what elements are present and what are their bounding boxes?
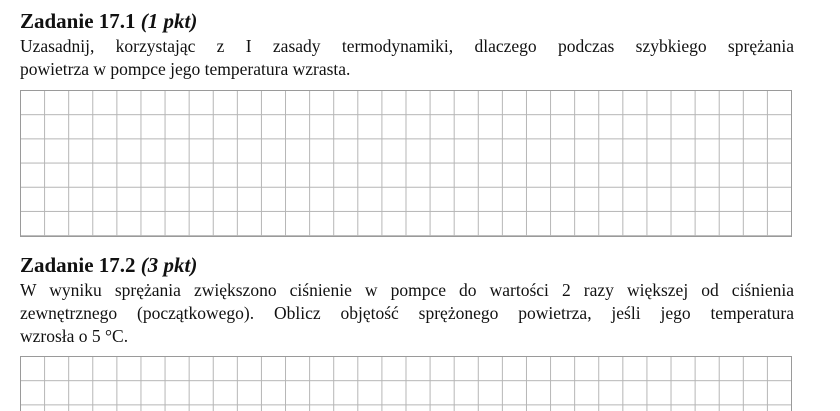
instruction-line: wzrosła o 5 °C. [20,326,129,346]
instruction-line: Uzasadnij, korzystając z I zasady termodynamiki, dlaczego podczas szybkiego sprężania [20,36,794,56]
task-number: Zadanie 17.1 [20,9,136,33]
task-title [20,253,794,277]
instruction-line: zewnętrznego (początkowego). Oblicz objętość sprężonego powietrza, jeśli jego temperatura [20,303,794,323]
task-17-2 [20,253,794,348]
answer-grid[interactable] [20,356,792,411]
answer-grid[interactable] [20,90,792,237]
task-instruction [20,279,794,348]
instruction-line: W wyniku sprężania zwiększono ciśnienie w pompce do wartości 2 razy większej od ciśnienia [20,280,794,300]
instruction-line: powietrza w pompce jego temperatura wzrasta. [20,59,351,79]
task-points: (3 pkt) [140,253,198,277]
task-17-1 [20,9,794,81]
task-title [20,9,794,33]
task-instruction [20,35,794,81]
task-number: Zadanie 17.2 [20,253,136,277]
task-points: (1 pkt) [140,9,198,33]
